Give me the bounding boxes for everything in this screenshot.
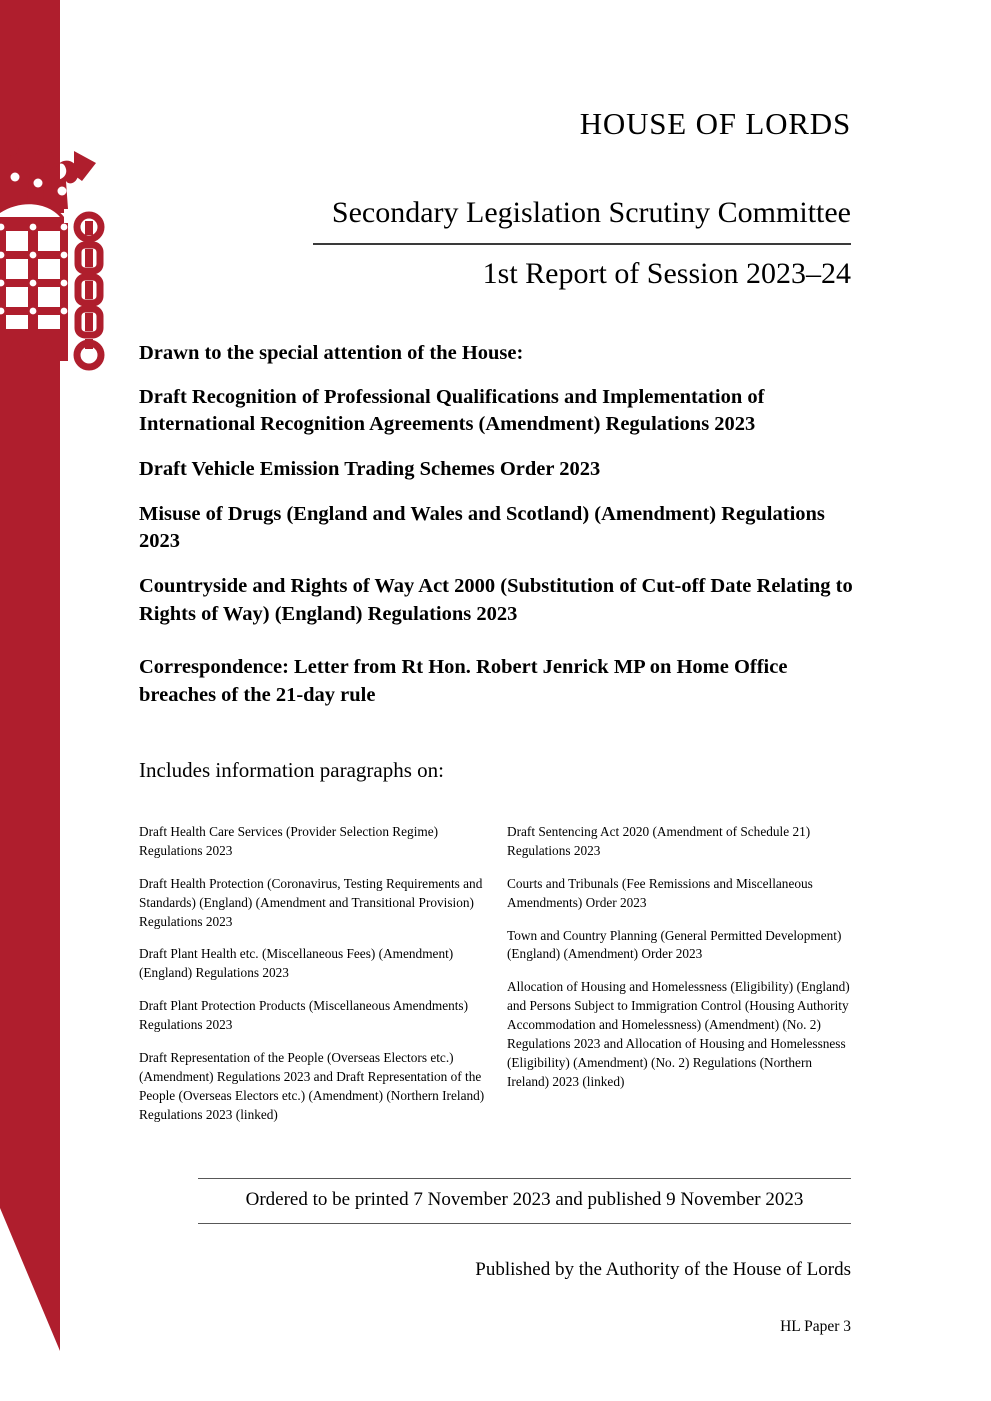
information-item: Allocation of Housing and Homelessness (Eligibility) (England) and Persons Subject to Immigration Control (Housing Authority Accommodation and Homelessness) (Amendment) (No. 2) Regulations 2023 and Allocation of Housing and Homelessness (Eligibility) (Amendment) (No. 2) Regulations (Northern Ireland) 2023 (linked) bbox=[507, 979, 850, 1089]
information-item: Town and Country Planning (General Permitted Development) (England) (Amendment) Order 2023 bbox=[507, 927, 842, 962]
cover-footer bbox=[198, 1178, 851, 1338]
drawn-to-attention-heading: Drawn to the special attention of the House: bbox=[139, 342, 524, 364]
session-title: 1st Report of Session 2023–24 bbox=[482, 256, 851, 290]
information-item: Draft Representation of the People (Overseas Electors etc.) (Amendment) Regulations 2023 and Draft Representation of the People (Overseas Electors etc.) (Amendment) (Northern Ireland) Regulations 2023 (linked) bbox=[139, 1049, 485, 1122]
information-item: Courts and Tribunals (Fee Remissions and Miscellaneous Amendments) Order 2023 bbox=[507, 875, 813, 910]
information-item: Draft Sentencing Act 2020 (Amendment of Schedule 21) Regulations 2023 bbox=[507, 824, 811, 858]
information-column-left bbox=[139, 823, 487, 1138]
ordered-printed-line: Ordered to be printed 7 November 2023 and published 9 November 2023 bbox=[245, 1189, 804, 1210]
information-item: Draft Plant Health etc. (Miscellaneous Fees) (Amendment) (England) Regulations 2023 bbox=[139, 946, 454, 981]
special-attention-item: Draft Vehicle Emission Trading Schemes Order 2023 bbox=[139, 457, 601, 480]
cover-header bbox=[0, 0, 851, 291]
special-attention-item: Misuse of Drugs (England and Wales and Scotland) (Amendment) Regulations 2023 bbox=[139, 502, 825, 553]
information-paragraphs-columns bbox=[139, 823, 855, 1138]
information-column-right bbox=[507, 823, 855, 1138]
information-item: Draft Health Care Services (Provider Selection Regime) Regulations 2023 bbox=[139, 824, 439, 858]
paper-number: HL Paper 3 bbox=[780, 1318, 851, 1336]
correspondence-item: Correspondence: Letter from Rt Hon. Robert Jenrick MP on Home Office breaches of the 21-day rule bbox=[139, 656, 788, 707]
committee-title: Secondary Legislation Scrutiny Committee bbox=[331, 196, 851, 230]
special-attention-item: Draft Recognition of Professional Qualifications and Implementation of International Recognition Agreements (Amendment) Regulations 2023 bbox=[139, 385, 765, 436]
published-by-line: Published by the Authority of the House of Lords bbox=[475, 1258, 851, 1280]
cover-body bbox=[139, 340, 853, 784]
information-item: Draft Plant Protection Products (Miscellaneous Amendments) Regulations 2023 bbox=[139, 998, 469, 1032]
house-of-lords-title: HOUSE OF LORDS bbox=[579, 106, 851, 141]
information-item: Draft Health Protection (Coronavirus, Testing Requirements and Standards) (England) (Amendment and Transitional Provision) Regulations 2023 bbox=[139, 875, 483, 929]
includes-information-heading: Includes information paragraphs on: bbox=[139, 757, 444, 782]
special-attention-item: Countryside and Rights of Way Act 2000 (Substitution of Cut-off Date Relating to Rights of Way) (England) Regulations 2023 bbox=[139, 575, 853, 625]
